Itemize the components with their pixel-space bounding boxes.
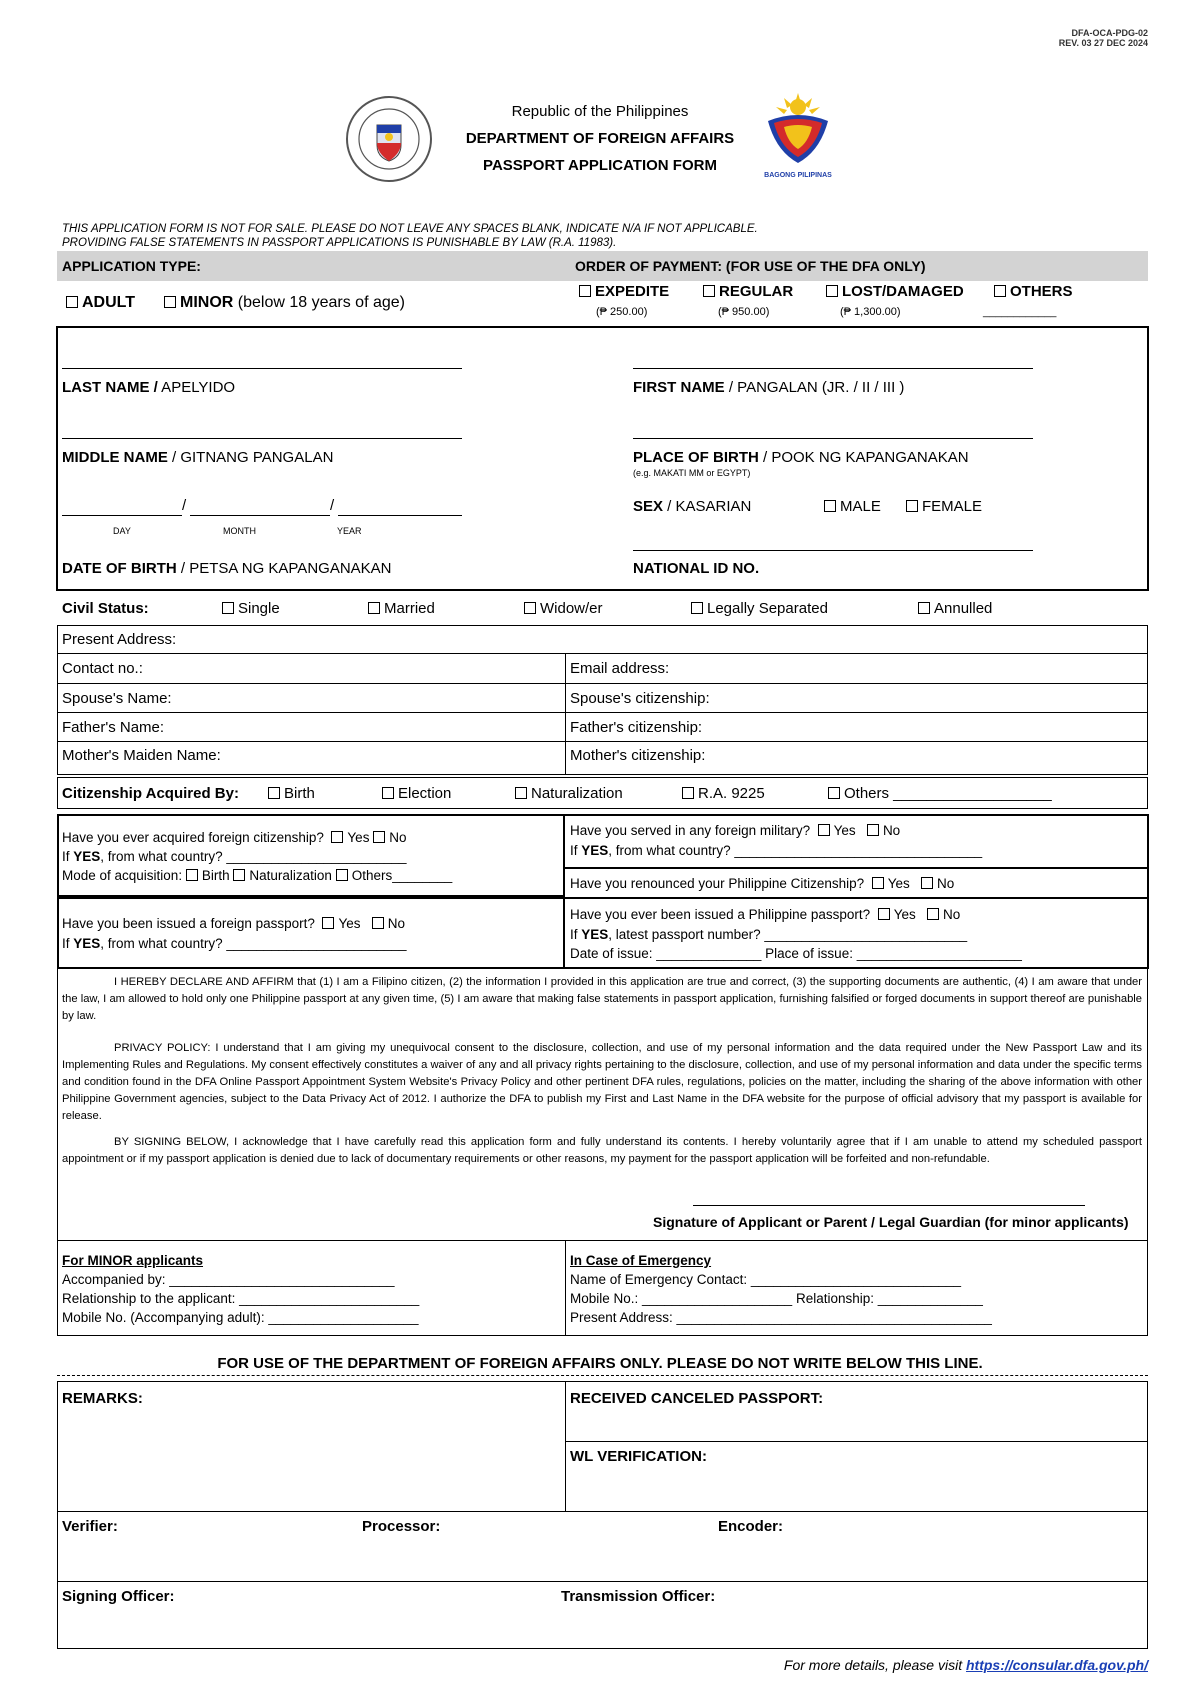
- cit-ra9225-checkbox[interactable]: R.A. 9225: [682, 785, 765, 802]
- renounced-question: Have you renounced your Philippine Citizenship? Yes No: [570, 876, 955, 891]
- notice: THIS APPLICATION FORM IS NOT FOR SALE. PLEASE DO NOT LEAVE ANY SPACES BLANK, INDICATE N/A IF NOT APPLICABLE. PROVIDING FALSE STATEMENTS IN PASSPORT APPLICATIONS IS PUNISHABLE BY LAW (R.A. 11983).: [62, 223, 758, 249]
- department-title: DEPARTMENT OF FOREIGN AFFAIRS: [465, 130, 735, 147]
- female-checkbox[interactable]: FEMALE: [906, 498, 982, 515]
- cit-naturalization-checkbox[interactable]: Naturalization: [515, 785, 623, 802]
- form-code: DFA-OCA-PDG-02 REV. 03 27 DEC 2024: [1058, 28, 1148, 48]
- privacy-policy-paragraph: PRIVACY POLICY: I understand that I am giving my unequivocal consent to the disclosure, collection, and use of my personal information and the data required under the New Passport Law and its Implementing Rules and Regulations. My consent effectively constitutes a waiver of any and all privacy rights pertaining to the disclosure, collection, and use of my personal information and data under the specific terms and condition found in the DFA Online Passport Appointment System Website's Privacy Policy and other pertinent DFA rules, regulations, policies on the matter, including the sharing of the above information with other Philippine Government agencies, subject to the Data Privacy Act of 2012. I authorize the DFA to publish my First and Last Name in the DFA website for the purpose of official advisory that my passport is available for release.: [62, 1042, 1142, 1122]
- consular-link[interactable]: https://consular.dfa.gov.ph/: [965, 1657, 1148, 1673]
- fc-yes-checkbox[interactable]: [331, 831, 343, 843]
- cit-others-checkbox[interactable]: Others ___________________: [828, 785, 1052, 802]
- dob-year-label: YEAR: [337, 526, 362, 536]
- middle-name-input[interactable]: [62, 438, 462, 439]
- emergency-name-field[interactable]: Name of Emergency Contact: ____________________________: [570, 1272, 962, 1287]
- father-citizenship-field[interactable]: Father's citizenship:: [570, 719, 703, 736]
- foreign-passport-question: Have you been issued a foreign passport? Yes No If YES, from what country? ________________________: [62, 916, 407, 951]
- received-canceled-label: RECEIVED CANCELED PASSPORT:: [570, 1390, 824, 1407]
- military-question: Have you served in any foreign military? Yes No If YES, from what country? _________________________________: [570, 823, 983, 858]
- lost-damaged-price: (₱ 1,300.00): [840, 306, 901, 318]
- dob-label: DATE OF BIRTH / PETSA NG KAPANGANAKAN: [62, 560, 392, 577]
- civil-separated-checkbox[interactable]: Legally Separated: [691, 600, 828, 617]
- emergency-section: In Case of Emergency Name of Emergency Contact: ____________________________ Mobile No.: ____________________ Relationship: ______________ Present Address: __________________________________________: [570, 1253, 992, 1325]
- spouse-name-field[interactable]: Spouse's Name:: [62, 690, 172, 707]
- civil-married-checkbox[interactable]: Married: [368, 600, 435, 617]
- civil-annulled-checkbox[interactable]: Annulled: [918, 600, 992, 617]
- form-title: PASSPORT APPLICATION FORM: [483, 157, 717, 174]
- citizenship-label: Citizenship Acquired By:: [62, 785, 239, 802]
- cut-line: [57, 1375, 1148, 1376]
- dfa-only-notice: FOR USE OF THE DEPARTMENT OF FOREIGN AFFAIRS ONLY. PLEASE DO NOT WRITE BELOW THIS LINE.: [217, 1355, 983, 1372]
- spouse-citizenship-field[interactable]: Spouse's citizenship:: [570, 690, 710, 707]
- signature-line[interactable]: [693, 1205, 1085, 1206]
- last-name-input[interactable]: [62, 368, 462, 369]
- emergency-mobile-field[interactable]: Mobile No.: ____________________ Relationship: ______________: [570, 1291, 983, 1306]
- national-id-input[interactable]: [633, 550, 1033, 551]
- dob-separator: /: [182, 497, 187, 514]
- mother-name-field[interactable]: Mother's Maiden Name:: [62, 747, 221, 764]
- application-type-label: APPLICATION TYPE:: [62, 258, 201, 274]
- republic-text: Republic of the Philippines: [511, 103, 689, 120]
- order-of-payment-label: ORDER OF PAYMENT: (FOR USE OF THE DFA ONLY): [575, 258, 926, 274]
- adult-checkbox[interactable]: ADULT: [66, 294, 135, 312]
- dob-day-label: DAY: [113, 526, 131, 536]
- processor-label: Processor:: [362, 1518, 441, 1535]
- father-name-field[interactable]: Father's Name:: [62, 719, 165, 736]
- lost-damaged-checkbox[interactable]: LOST/DAMAGED: [826, 283, 964, 300]
- first-name-label: FIRST NAME / PANGALAN (JR. / II / III ): [633, 379, 905, 396]
- ph-passport-question: Have you ever been issued a Philippine passport? Yes No If YES, latest passport number? ___________________________ Date of issue: ______________ Place of issue: ______________________: [570, 907, 1022, 961]
- others-checkbox[interactable]: OTHERS: [994, 283, 1073, 300]
- dob-day-input[interactable]: [62, 515, 182, 516]
- signature-label: Signature of Applicant or Parent / Legal Guardian (for minor applicants): [653, 1214, 1129, 1230]
- relationship-field[interactable]: Relationship to the applicant: ________________________: [62, 1291, 420, 1306]
- foreign-citizenship-question: Have you ever acquired foreign citizenship? Yes No If YES, from what country? ________________________ Mode of acquisition: Birth Naturalization Others________: [62, 830, 453, 883]
- sex-label: SEX / KASARIAN: [633, 498, 752, 515]
- dob-month-input[interactable]: [190, 515, 330, 516]
- place-of-birth-input[interactable]: [633, 438, 1033, 439]
- fc-no-checkbox[interactable]: [373, 831, 385, 843]
- acknowledgement-paragraph: BY SIGNING BELOW, I acknowledge that I have carefully read this application form and fully understand its contents. I hereby voluntarily agree that if I am unable to attend my scheduled passport appointment or if my passport application is denied due to lack of documentary requirements or other reasons, my payment for the passport application will be forfeited and non-refundable.: [62, 1136, 1142, 1165]
- accompanied-field[interactable]: Accompanied by: ______________________________: [62, 1272, 395, 1287]
- dob-separator: /: [330, 497, 335, 514]
- place-of-birth-hint: (e.g. MAKATI MM or EGYPT): [633, 468, 751, 478]
- declaration-paragraph: I HEREBY DECLARE AND AFFIRM that (1) I am a Filipino citizen, (2) the information I provided in this application are true and correct, (3) the supporting documents are authentic, (4) I am aware that under the law, I am allowed to hold only one Philippine passport at any given time, (5) I am aware that making false statements in passport application, furnishing falsified or forged documents in support thereof are punishable by law.: [62, 976, 1142, 1022]
- male-checkbox[interactable]: MALE: [824, 498, 881, 515]
- bagong-pilipinas-logo: BAGONG PILIPINAS: [752, 93, 844, 179]
- emergency-address-field[interactable]: Present Address: __________________________________________: [570, 1310, 992, 1325]
- regular-price: (₱ 950.00): [718, 306, 770, 318]
- expedite-price: (₱ 250.00): [596, 306, 648, 318]
- footer: For more details, please visit https://consular.dfa.gov.ph/: [783, 1657, 1148, 1673]
- last-name-label: LAST NAME / APELYIDO: [62, 379, 236, 396]
- cit-birth-checkbox[interactable]: Birth: [268, 785, 315, 802]
- dob-year-input[interactable]: [338, 515, 462, 516]
- dfa-office-table: [57, 1381, 1148, 1649]
- national-id-label: NATIONAL ID NO.: [633, 560, 760, 577]
- verifier-label: Verifier:: [62, 1518, 118, 1535]
- wl-verification-label: WL VERIFICATION:: [570, 1448, 707, 1465]
- email-field[interactable]: Email address:: [570, 660, 670, 677]
- dob-month-label: MONTH: [223, 526, 256, 536]
- first-name-input[interactable]: [633, 368, 1033, 369]
- expedite-checkbox[interactable]: EXPEDITE: [579, 283, 669, 300]
- minor-checkbox[interactable]: MINOR (below 18 years of age): [164, 294, 405, 312]
- others-blank: ____________: [983, 306, 1057, 318]
- minor-section: For MINOR applicants Accompanied by: ______________________________ Relationship to the applicant: ________________________ Mobile No. (Accompanying adult): ____________________: [62, 1253, 420, 1325]
- civil-widower-checkbox[interactable]: Widow/er: [524, 600, 603, 617]
- middle-name-label: MIDDLE NAME / GITNANG PANGALAN: [62, 449, 334, 466]
- transmission-officer-label: Transmission Officer:: [561, 1588, 716, 1605]
- encoder-label: Encoder:: [718, 1518, 784, 1535]
- cit-election-checkbox[interactable]: Election: [382, 785, 451, 802]
- remarks-label: REMARKS:: [62, 1390, 143, 1407]
- regular-checkbox[interactable]: REGULAR: [703, 283, 793, 300]
- civil-single-checkbox[interactable]: Single: [222, 600, 280, 617]
- signing-officer-label: Signing Officer:: [62, 1588, 175, 1605]
- minor-mobile-field[interactable]: Mobile No. (Accompanying adult): ____________________: [62, 1310, 419, 1325]
- place-of-birth-label: PLACE OF BIRTH / POOK NG KAPANGANAKAN: [633, 449, 969, 466]
- civil-status-label: Civil Status:: [62, 600, 149, 617]
- contact-no-field[interactable]: Contact no.:: [62, 660, 143, 677]
- present-address-field[interactable]: Present Address:: [62, 631, 177, 648]
- mother-citizenship-field[interactable]: Mother's citizenship:: [570, 747, 706, 764]
